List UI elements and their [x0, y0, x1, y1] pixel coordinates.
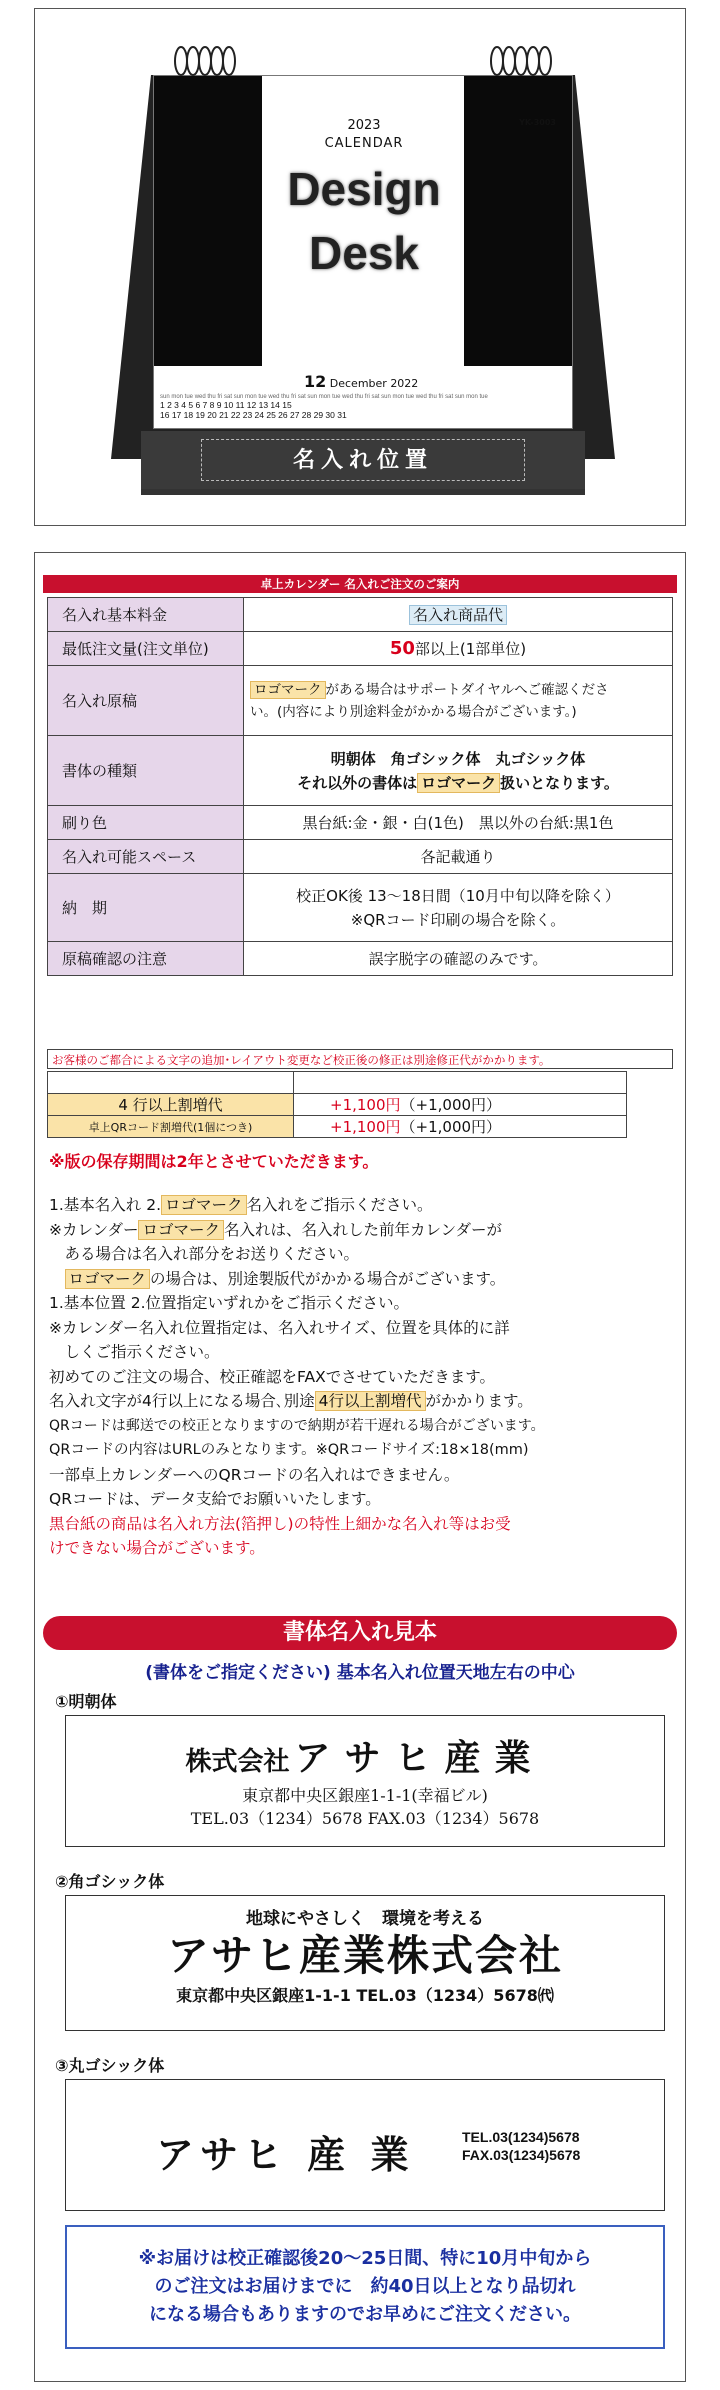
kaku-name: アサヒ産業株式会社	[166, 1931, 563, 1980]
instruction-line: しくご指示ください。	[49, 1343, 220, 1361]
maru-name: アサヒ 産 業	[156, 2133, 415, 2177]
row-label: 書体の種類	[48, 736, 244, 806]
row-value: 各記載通り	[244, 840, 673, 874]
surcharge-label: 4 行以上割増代	[48, 1094, 294, 1116]
instruction-line: ロゴマーク の場合は、別途製版代がかかる場合がございます。	[49, 1267, 679, 1292]
row-value: 校正OK後 13～18日間（10月中旬以降を除く） ※QRコード印刷の場合を除く。	[244, 874, 673, 942]
instruction-line: 黒台紙の商品は名入れ方法(箔押し)の特性上細かな名入れ等はお受	[49, 1514, 511, 1533]
maru-tel: TEL.03(1234)5678	[462, 2129, 580, 2145]
instruction-line: ※カレンダー ロゴマーク 名入れは、名入れした前年カレンダーが	[49, 1220, 502, 1239]
title-desk: Desk	[309, 227, 419, 279]
instruction-line: QRコードの内容はURLのみとなります。※QRコードサイズ:18×18(mm)	[49, 1442, 529, 1458]
instruction-line: 1.基本名入れ 2. ロゴマーク 名入れをご指示ください。	[49, 1196, 433, 1214]
row-label: 最低注文量(注文単位)	[48, 632, 244, 666]
order-instructions	[49, 1193, 679, 1561]
day-row-1: 1 2 3 4 5 6 7 8 9 10 11 12 13 14 15	[160, 400, 292, 410]
instruction-line: 1.基本位置 2.位置指定いずれかをご指示ください。	[49, 1294, 410, 1312]
row-label: 納 期	[48, 874, 244, 942]
instruction-line: ある場合は名入れ部分をお送りください。	[49, 1245, 360, 1263]
instruction-line: 名入れ文字が4行以上になる場合､別途 4行以上割増代 がかかります。	[49, 1392, 533, 1410]
day-row-2: 16 17 18 19 20 21 22 23 24 25 26 27 28 29 30 31	[160, 410, 347, 420]
row-label: 刷り色	[48, 806, 244, 840]
table-row	[48, 1094, 627, 1116]
row-value: 50部以上(1部単位)	[244, 632, 673, 666]
kaku-sample	[65, 1895, 665, 2031]
instruction-line: 初めてのご注文の場合、校正確認をFAXでさせていただきます。	[49, 1367, 495, 1386]
maru-label: ③丸ゴシック体	[55, 2056, 165, 2075]
table-row	[48, 942, 673, 976]
product-code: YK-3003	[519, 118, 556, 127]
mincho-label: ①明朝体	[55, 1692, 117, 1711]
table-row	[48, 1116, 627, 1138]
desk-calendar	[111, 39, 615, 501]
photo-left	[154, 76, 262, 366]
pricing-table	[47, 597, 673, 976]
instruction-line: 一部卓上カレンダーへのQRコードの名入れはできません。	[49, 1465, 460, 1484]
instruction-line: QRコードは、データ支給でお願いいたします。	[49, 1490, 381, 1508]
row-label: 名入れ可能スペース	[48, 840, 244, 874]
product-image	[34, 8, 686, 526]
row-value: ロゴマーク がある場合はサポートダイヤルへご確認くださ い。(内容により別途料金がかかる場合がございます。)	[244, 666, 673, 736]
calendar-word: CALENDAR	[324, 136, 404, 151]
table-row	[48, 598, 673, 632]
kaku-slogan: 地球にやさしく 環境を考える	[246, 1909, 484, 1929]
name-imprint-bar	[141, 431, 585, 489]
mincho-address: 東京都中央区銀座1-1-1(幸福ビル)	[242, 1786, 488, 1805]
order-guide-header: 卓上カレンダー 名入れご注文のご案内	[43, 575, 677, 593]
instruction-line: QRコードは郵送での校正となりますので納期が若干遅れる場合がございます。	[49, 1417, 545, 1434]
surcharge-price: +1,100円（+1,000円）	[294, 1094, 627, 1116]
font-sample-banner: 書体名入れ見本	[43, 1616, 677, 1650]
calendar-year: 2023	[347, 118, 381, 133]
delivery-notice: ※お届けは校正確認後20～25日間、特に10月中旬から のご注文はお届けまでに 約40日以上となり品切れ になる場合もありますのでお早めにご注文ください。	[65, 2225, 665, 2349]
row-value: 明朝体 角ゴシック体 丸ゴシック体 それ以外の書体は ロゴマーク 扱いとなります。	[244, 736, 673, 806]
table-row	[48, 806, 673, 840]
binder-rings	[111, 39, 615, 85]
surcharge-price: +1,100円（+1,000円）	[294, 1116, 627, 1138]
table-row	[48, 632, 673, 666]
mincho-company: 株式会社	[185, 1747, 290, 1777]
calendar-days	[160, 394, 568, 420]
table-row	[48, 874, 673, 942]
table-row	[48, 840, 673, 874]
row-value: 名入れ商品代	[244, 598, 673, 632]
surcharge-table	[47, 1071, 627, 1138]
row-label: 名入れ原稿	[48, 666, 244, 736]
order-guide	[34, 552, 686, 2382]
maru-sample	[65, 2079, 665, 2211]
mincho-name: アサヒ産業	[294, 1737, 545, 1779]
surcharge-label: 卓上QRコード割増代(1個につき)	[48, 1116, 294, 1138]
table-row	[48, 736, 673, 806]
font-sample-subtitle: (書体をご指定ください) 基本名入れ位置天地左右の中心	[145, 1663, 575, 1683]
table-row	[48, 1072, 627, 1094]
row-label: 名入れ基本料金	[48, 598, 244, 632]
row-label: 原稿確認の注意	[48, 942, 244, 976]
row-value: 黒台紙:金・銀・白(1色) 黒以外の台紙:黒1色	[244, 806, 673, 840]
row-value: 誤字脱字の確認のみです。	[244, 942, 673, 976]
mincho-tel: TEL.03（1234）5678 FAX.03（1234）5678	[190, 1809, 540, 1828]
mincho-sample	[65, 1715, 665, 1847]
weekday-row: sun mon tue wed thu fri sat sun mon tue wed thu fri sat sun mon tue wed thu fri sat sun mon tue wed thu fri sat sun mon tue	[160, 394, 488, 400]
plate-retention-note: ※版の保存期間は2年とさせていただきます。	[49, 1152, 379, 1171]
table-row	[48, 666, 673, 736]
maru-fax: FAX.03(1234)5678	[462, 2147, 581, 2163]
instruction-line: ※カレンダー名入れ位置指定は、名入れサイズ、位置を具体的に詳	[49, 1318, 510, 1337]
month-header: 12 December 2022	[304, 372, 419, 391]
calendar-page	[153, 75, 573, 429]
name-imprint-area: 名入れ位置	[201, 439, 525, 481]
kaku-label: ②角ゴシック体	[55, 1872, 165, 1891]
instruction-line: けできない場合がございます。	[49, 1539, 265, 1557]
kaku-address: 東京都中央区銀座1-1-1 TEL.03（1234）5678㈹	[176, 1986, 554, 2005]
modification-fee-note: お客様のご都合による文字の追加･レイアウト変更など校正後の修正は別途修正代がかかります。	[47, 1049, 673, 1069]
title-design: Design	[287, 163, 441, 215]
